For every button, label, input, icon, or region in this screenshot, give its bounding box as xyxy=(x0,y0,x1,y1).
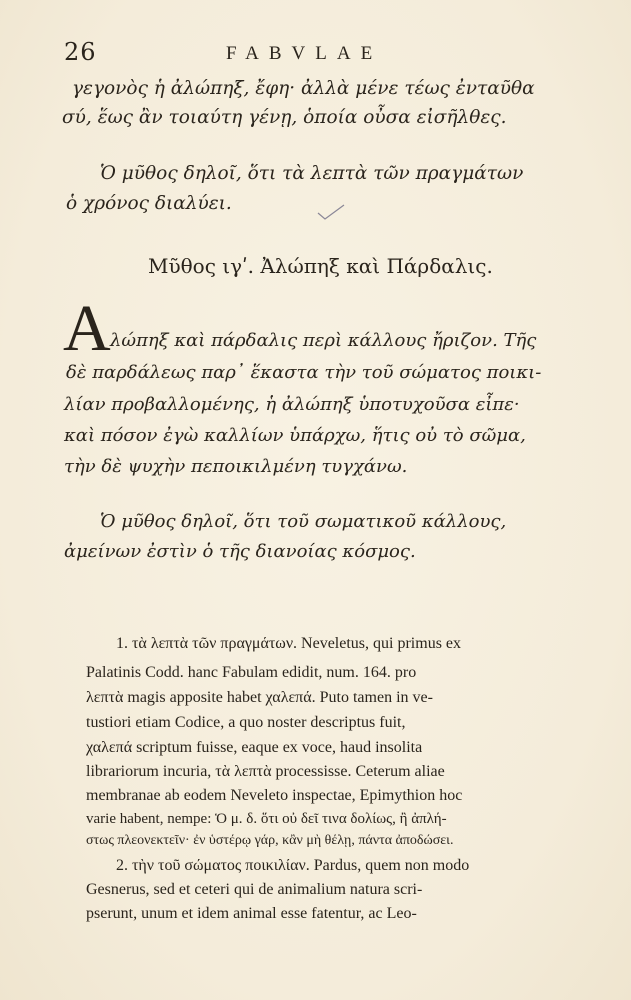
note-1-line-7: membranae ab eodem Neveleto inspectae, Epimythion hoc xyxy=(86,787,463,804)
body-line-2: δὲ παρδάλεως παρ᾽ ἕκαστα τὴν τοῦ σώματος ποικι- xyxy=(66,362,542,383)
body-line-1: λώπηξ καὶ πάρδαλις περὶ κάλλους ἤριζον. Τῆς xyxy=(110,330,537,351)
note-1-line-1: 1. τὰ λεπτὰ τῶν πραγμάτων. Neveletus, qui primus ex xyxy=(116,635,462,652)
note-1-line-9: στως πλεονεκτεῖν· ἐν ὑστέρῳ γάρ, κἂν μὴ θέλῃ, πάντα ἀποδώσει. xyxy=(86,833,454,848)
moral-1-line-2: ὁ χρόνος διαλύει. xyxy=(66,193,232,214)
note-1-line-3: λεπτὰ magis apposite habet χαλεπά. Puto tamen in ve- xyxy=(86,689,433,706)
note-2-line-3: pserunt, unum et idem animal esse fatentur, ac Leo- xyxy=(86,905,417,922)
note-1-line-6: librariorum incuria, τὰ λεπτὰ processisse. Ceterum aliae xyxy=(86,763,445,780)
pencil-check-mark-icon xyxy=(316,203,346,221)
body-line-4: καὶ πόσον ἐγὼ καλλίων ὑπάρχω, ἥτις οὐ τὸ σῶμα, xyxy=(64,425,526,446)
page-header xyxy=(64,38,541,68)
moral-2-line-1: Ὁ μῦθος δηλοῖ, ὅτι τοῦ σωματικοῦ κάλλους, xyxy=(100,511,507,532)
note-2-line-2: Gesnerus, sed et ceteri qui de animalium natura scri- xyxy=(86,881,423,898)
running-head: FABVLAE xyxy=(226,43,383,64)
drop-cap: A xyxy=(63,292,111,365)
note-1-line-2: Palatinis Codd. hanc Fabulam edidit, num. 164. pro xyxy=(86,664,417,681)
body-line-5: τὴν δὲ ψυχὴν πεποικιλμένη τυγχάνω. xyxy=(64,456,408,477)
note-1-line-5: χαλεπά scriptum fuisse, eaque ex voce, haud insolita xyxy=(86,739,423,756)
moral-2-line-2: ἀμείνων ἐστὶν ὁ τῆς διανοίας κόσμος. xyxy=(64,541,416,562)
greek-line-2: σύ, ἕως ἂν τοιαύτη γένῃ, ὁποία οὖσα εἰσῆλθες. xyxy=(62,107,507,128)
fable-title: Μῦθος ιγʹ. Ἀλώπηξ καὶ Πάρδαλις. xyxy=(148,254,493,278)
page-number: 26 xyxy=(64,38,97,66)
greek-line-1: γεγονὸς ἡ ἀλώπηξ, ἔφη· ἀλλὰ μένε τέως ἐνταῦθα xyxy=(72,78,535,99)
body-line-3: λίαν προβαλλομένης, ἡ ἀλώπηξ ὑποτυχοῦσα εἶπε· xyxy=(64,394,520,415)
note-1-line-4: tustiori etiam Codice, a quo noster descriptus fuit, xyxy=(86,714,406,731)
note-1-line-8: varie habent, nempe: Ὁ μ. δ. ὅτι οὐ δεῖ τινα δολίως, ἢ ἀπλή- xyxy=(86,811,447,827)
note-2-line-1: 2. τὴν τοῦ σώματος ποικιλίαν. Pardus, quem non modo xyxy=(116,857,470,874)
moral-1-line-1: Ὁ μῦθος δηλοῖ, ὅτι τὰ λεπτὰ τῶν πραγμάτων xyxy=(100,163,524,184)
